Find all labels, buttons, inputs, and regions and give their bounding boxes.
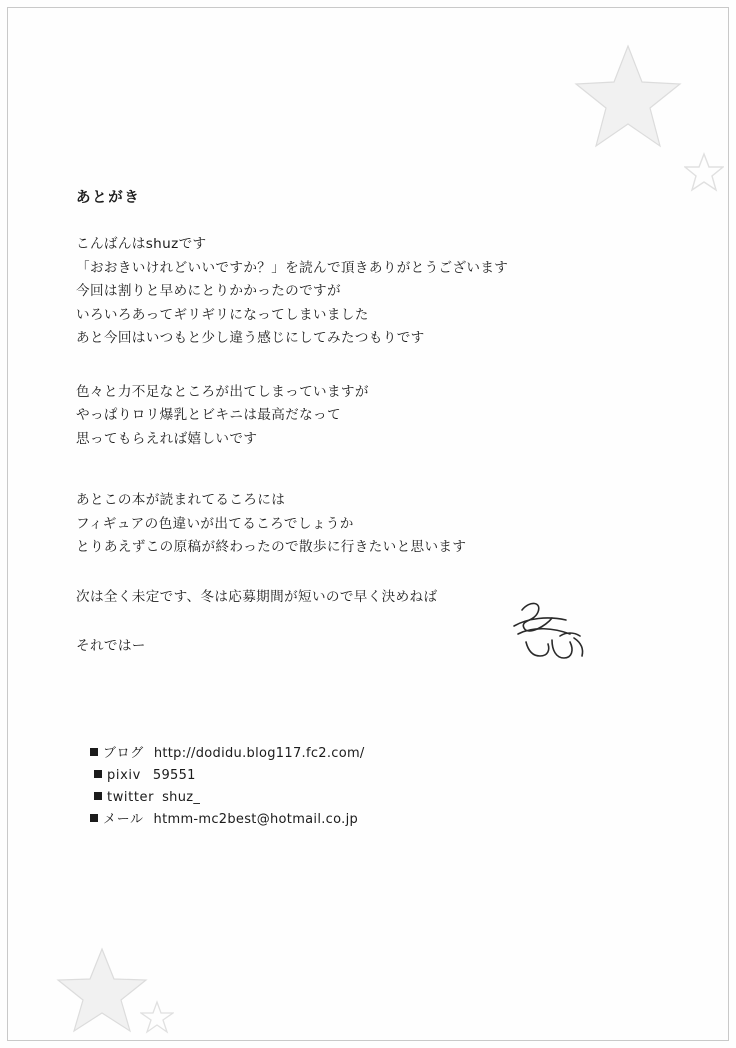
square-bullet-icon [90,748,98,756]
link-label: ブログ [103,746,144,761]
text-line: いろいろあってギリギリになってしまいました [76,306,369,323]
star-icon [56,946,148,1034]
paragraph-greeting [76,233,636,351]
text-line: あとこの本が読まれてるころには [76,492,286,508]
afterword-content [76,186,636,659]
link-label: twitter [107,790,155,805]
text-line: それではー [76,638,146,654]
text-line: 色々と力不足なところが出てしまっていますが [76,383,369,400]
paragraph-figure-note [76,489,636,560]
twitter-handle[interactable]: shuz_ [162,790,201,805]
text-line: あと今回はいつもと少し違う感じにしてみたつもりです [76,330,425,346]
link-label: メール [103,812,144,827]
text-line: こんばんはshuzです [76,236,207,252]
text-line: 今回は割りと早めにとりかかったのですが [76,283,341,299]
text-line: 思ってもらえれば嬉しいです [76,430,258,447]
square-bullet-icon [94,792,102,800]
list-item [90,744,610,765]
signature [508,596,600,668]
link-label: pixiv [107,768,141,783]
paragraph-apology [76,381,636,452]
star-icon [140,1000,174,1034]
square-bullet-icon [94,770,102,778]
list-item [90,810,610,831]
square-bullet-icon [90,814,98,822]
star-icon [684,152,724,192]
text-line: フィギュアの色違いが出てるころでしょうか [76,515,354,532]
text-line: 次は全く未定です、冬は応募期間が短いので早く決めねば [76,588,438,605]
blog-url[interactable]: http://dodidu.blog117.fc2.com/ [153,746,365,761]
text-line: やっぱりロリ爆乳とビキニは最高だなって [76,407,341,423]
page-title: あとがき [76,190,141,206]
list-item [94,788,610,809]
text-line: 「おおきいけれどいいですか？」を読んで頂きありがとうございます [76,259,509,276]
list-item [94,766,610,787]
star-icon [572,42,684,150]
email-address[interactable]: htmm-mc2best@hotmail.co.jp [153,812,359,827]
contact-links [90,744,610,832]
text-line: とりあえずこの原稿が終わったので散歩に行きたいと思います [76,539,467,555]
pixiv-id[interactable]: 59551 [152,768,196,783]
